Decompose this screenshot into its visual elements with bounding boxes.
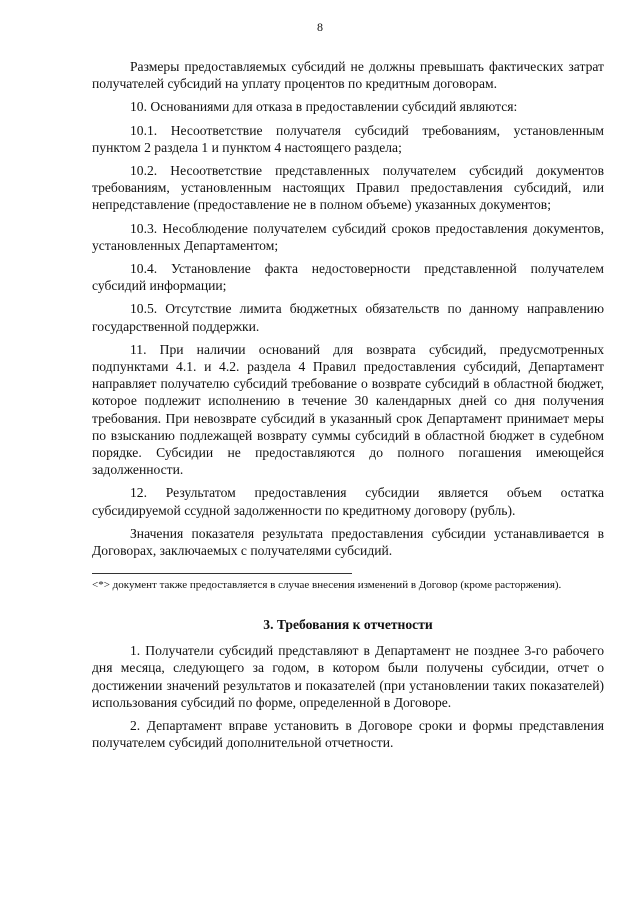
paragraph-10-2: 10.2. Несоответствие представленных получателем субсидий документов требованиям, установленным настоящих Правил предоставления субсидий, или непредставление (предоставление не в полном объеме) указанных документов; bbox=[92, 163, 604, 213]
document-body bbox=[92, 58, 604, 758]
paragraph-reporting-2: 2. Департамент вправе установить в Договоре сроки и формы представления получателем субсидий дополнительной отчетности. bbox=[92, 718, 604, 751]
paragraph-10-1: 10.1. Несоответствие получателя субсидий требованиям, установленным пунктом 2 раздела 1 и пунктом 4 настоящего раздела; bbox=[92, 122, 604, 155]
paragraph-12-result: 12. Результатом предоставления субсидии является объем остатка субсидируемой ссудной задолженности по кредитному договору (рубль). bbox=[92, 485, 604, 518]
section-title: 3. Требования к отчетности bbox=[263, 617, 433, 633]
paragraph-10-refusal-grounds: 10. Основаниями для отказа в предоставлении субсидий являются: bbox=[130, 99, 518, 115]
footnote: <*> документ также предоставляется в случае внесения изменений в Договор (кроме расторжения). bbox=[92, 579, 562, 592]
paragraph-indicator-values: Значения показателя результата предоставления субсидии устанавливается в Договорах, заключаемых с получателями субсидий. bbox=[92, 525, 604, 559]
paragraph-reporting-1: 1. Получатели субсидий представляют в Департамент не позднее 3-го рабочего дня месяца, следующего за годом, в котором были получены субсидии, отчет о достижении значений результатов и показателей (при установлении таких показателей) использования субсидий по форме, определенной в Договоре. bbox=[92, 643, 604, 710]
footnote-divider bbox=[92, 573, 352, 574]
paragraph-10-5: 10.5. Отсутствие лимита бюджетных обязательств по данному направлению государственной поддержки. bbox=[92, 301, 604, 334]
paragraph-10-4: 10.4. Установление факта недостоверности представленной получателем субсидий информации; bbox=[92, 261, 604, 294]
page-number: 8 bbox=[317, 20, 323, 34]
paragraph-10-3: 10.3. Несоблюдение получателем субсидий сроков предоставления документов, установленных Департаментом; bbox=[92, 220, 604, 253]
paragraph-11-return: 11. При наличии оснований для возврата субсидий, предусмотренных подпунктами 4.1. и 4.2. раздела 4 Правил предоставления субсидий, Департамент направляет получателю субсидий требование о возврате субсидий в областной бюджет, которое подлежит исполнению в течение 30 календарных дней со дня получения требования. При невозврате субсидий в указанный срок Департамент принимает меры по взысканию подлежащей возврату суммы субсидий в областной бюджет в судебном порядке. Субсидии не предоставляются до полного погашения имеющейся задолженности. bbox=[92, 341, 604, 478]
paragraph-subsidy-size: Размеры предоставляемых субсидий не должны превышать фактических затрат получателей субсидий на уплату процентов по кредитным договорам. bbox=[92, 59, 604, 92]
